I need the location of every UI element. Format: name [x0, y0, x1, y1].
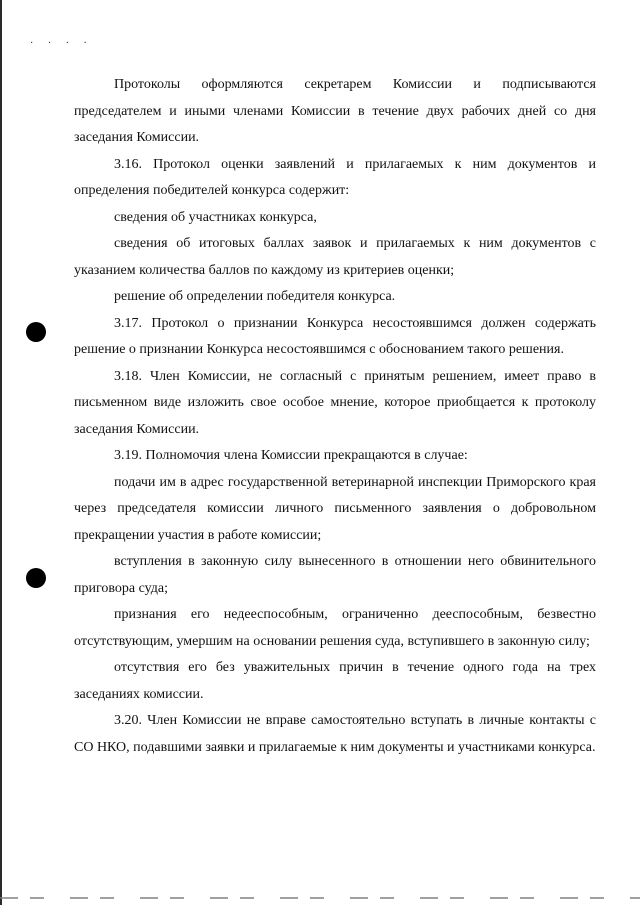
paragraph-final-scores: сведения об итоговых баллах заявок и прилагаемых к ним документов с указанием количества баллов по каждому из критериев оценки;	[74, 236, 596, 278]
scan-left-edge	[0, 0, 2, 905]
document-body	[74, 72, 596, 761]
scan-corner-marks: · · · ·	[30, 38, 93, 49]
paragraph-3-19: 3.19. Полномочия члена Комиссии прекращаются в случае:	[114, 448, 468, 463]
punch-hole-top	[26, 322, 46, 342]
paragraph-court-verdict: вступления в законную силу вынесенного в отношении него обвинительного приговора суда;	[74, 554, 596, 596]
paragraph-3-17: 3.17. Протокол о признании Конкурса несостоявшимся должен содержать решение о признании Конкурса несостоявшимся с обоснованием такого решения.	[74, 315, 596, 357]
punch-hole-bottom	[26, 568, 46, 588]
paragraph-participants-info: сведения об участниках конкурса,	[114, 209, 317, 225]
scan-bottom-marks	[0, 897, 640, 899]
paragraph-protocols-signing: Протоколы оформляются секретарем Комиссии и подписываются председателем и иными членами Комиссии в течение двух рабочих дней со дня заседания Комиссии.	[74, 77, 596, 145]
paragraph-3-16: 3.16. Протокол оценки заявлений и прилагаемых к ним документов и определения победителей конкурса содержит:	[74, 156, 596, 198]
paragraph-3-18: 3.18. Член Комиссии, не согласный с принятым решением, имеет право в письменном виде изложить свое особое мнение, которое приобщается к протоколу заседания Комиссии.	[74, 368, 596, 437]
paragraph-3-20: 3.20. Член Комиссии не вправе самостоятельно вступать в личные контакты с СО НКО, подавшими заявки и прилагаемые к ним документы и участниками конкурса.	[74, 713, 596, 755]
paragraph-absence: отсутствия его без уважительных причин в течение одного года на трех заседаниях комиссии.	[74, 660, 596, 702]
paragraph-incapacity: признания его недееспособным, ограниченно дееспособным, безвестно отсутствующим, умершим на основании решения суда, вступившего в законную силу;	[74, 607, 596, 649]
paragraph-resignation-application: подачи им в адрес государственной ветеринарной инспекции Приморского края через председателя комиссии личного письменного заявления о добровольном прекращении участия в работе комиссии;	[74, 474, 596, 543]
paragraph-winner-decision: решение об определении победителя конкурса.	[114, 289, 396, 304]
